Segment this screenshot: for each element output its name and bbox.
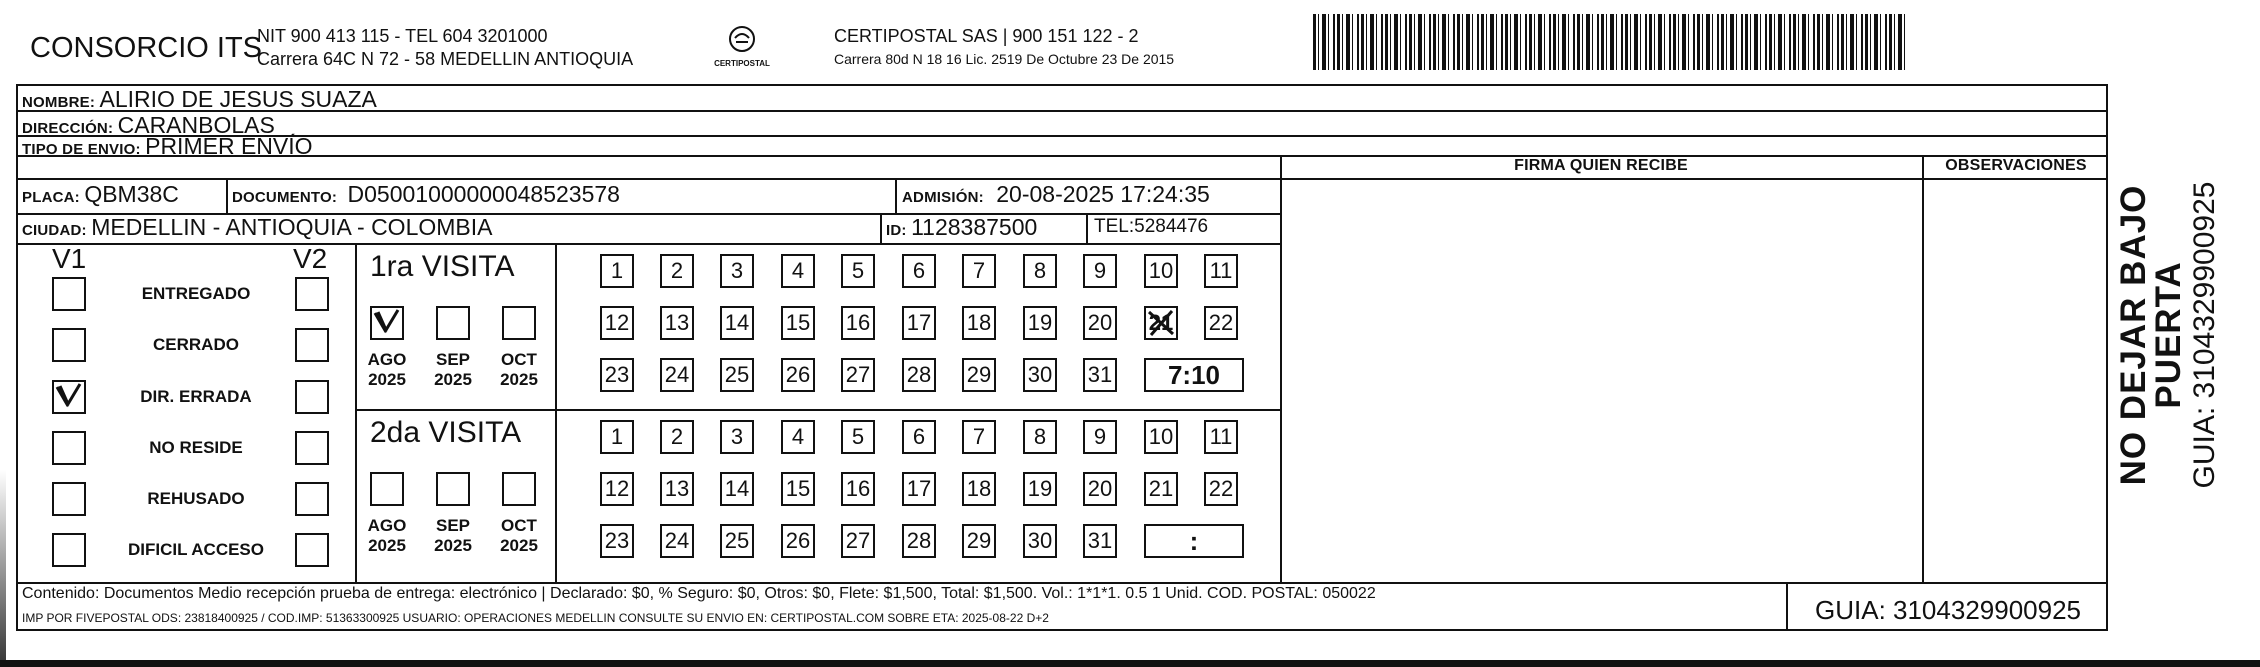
- month-checkbox-ago[interactable]: [370, 306, 404, 340]
- admision-row: [902, 181, 1210, 208]
- firma-header: FIRMA QUIEN RECIBE: [1514, 157, 1688, 174]
- day-box-14[interactable]: 14: [720, 306, 754, 340]
- day-box-16[interactable]: 16: [841, 306, 875, 340]
- v1-checkbox-5[interactable]: [52, 482, 86, 516]
- day-box-12[interactable]: 12: [600, 306, 634, 340]
- day-box-1[interactable]: 1: [600, 420, 634, 454]
- month-name: AGO: [367, 516, 407, 535]
- day-box-31[interactable]: 31: [1083, 524, 1117, 558]
- day-box-28[interactable]: 28: [902, 524, 936, 558]
- company-name: CONSORCIO ITS: [30, 32, 263, 64]
- day-box-11[interactable]: 11: [1204, 420, 1238, 454]
- status-label: ENTREGADO: [141, 284, 251, 303]
- month-checkbox-oct[interactable]: [502, 306, 536, 340]
- day-box-13[interactable]: 13: [660, 306, 694, 340]
- day-box-23[interactable]: 23: [600, 524, 634, 558]
- day-box-22[interactable]: 22: [1204, 472, 1238, 506]
- certipostal-logo-icon: [727, 24, 757, 54]
- day-box-16[interactable]: 16: [841, 472, 875, 506]
- documento-label: DOCUMENTO:: [232, 189, 338, 206]
- observaciones-header: OBSERVACIONES: [1945, 157, 2087, 174]
- documento-value: D05001000000048523578: [347, 181, 620, 207]
- month-label: [361, 350, 413, 390]
- side-text: [2114, 110, 2221, 560]
- day-box-24[interactable]: 24: [660, 358, 694, 392]
- logo-text: CERTIPOSTAL: [714, 59, 770, 68]
- day-box-12[interactable]: 12: [600, 472, 634, 506]
- day-box-21[interactable]: 21: [1144, 306, 1178, 340]
- visit-title: 1ra VISITA: [370, 250, 515, 283]
- day-box-29[interactable]: 29: [962, 358, 996, 392]
- month-name: SEP: [435, 350, 471, 369]
- time-box[interactable]: :: [1144, 524, 1244, 558]
- carrier-name: CERTIPOSTAL SAS | 900 151 122 - 2: [834, 26, 1139, 46]
- day-box-11[interactable]: 11: [1204, 254, 1238, 288]
- footer-guia: GUIA: 3104329900925: [1815, 595, 2081, 625]
- day-box-8[interactable]: 8: [1023, 420, 1057, 454]
- bottom-edge: [0, 660, 2260, 667]
- day-box-28[interactable]: 28: [902, 358, 936, 392]
- visit-title: 2da VISITA: [370, 416, 522, 449]
- month-checkbox-sep[interactable]: [436, 306, 470, 340]
- month-name: OCT: [501, 516, 537, 535]
- direccion-label: DIRECCIÓN:: [22, 120, 114, 137]
- nombre-value: ALIRIO DE JESUS SUAZA: [99, 86, 377, 112]
- side-guia: GUIA: 3104329900925: [2188, 181, 2221, 489]
- status-label: CERRADO: [153, 335, 239, 354]
- day-box-6[interactable]: 6: [902, 254, 936, 288]
- side-warning: NO DEJAR BAJO PUERTA: [2114, 184, 2188, 486]
- company-address: Carrera 64C N 72 - 58 MEDELLIN ANTIOQUIA: [257, 49, 634, 69]
- day-box-31[interactable]: 31: [1083, 358, 1117, 392]
- day-box-27[interactable]: 27: [841, 524, 875, 558]
- day-box-7[interactable]: 7: [962, 254, 996, 288]
- day-box-19[interactable]: 19: [1023, 472, 1057, 506]
- day-box-10[interactable]: 10: [1144, 420, 1178, 454]
- day-cross-mark: [1146, 308, 1176, 343]
- checkmark-icon: [372, 308, 402, 338]
- month-name: SEP: [435, 516, 471, 535]
- day-box-27[interactable]: 27: [841, 358, 875, 392]
- tipo-row: [22, 133, 313, 160]
- day-box-15[interactable]: 15: [781, 306, 815, 340]
- v1-checkbox-1[interactable]: [52, 277, 86, 311]
- month-checkbox-ago[interactable]: [370, 472, 404, 506]
- day-box-1[interactable]: 1: [600, 254, 634, 288]
- v2-checkbox-6[interactable]: [295, 533, 329, 567]
- tel-row: [1094, 216, 1208, 238]
- firma-area[interactable]: [1283, 181, 1921, 581]
- admision-label: ADMISIÓN:: [902, 189, 984, 206]
- day-box-24[interactable]: 24: [660, 524, 694, 558]
- v2-checkbox-4[interactable]: [295, 431, 329, 465]
- month-name: OCT: [501, 350, 537, 369]
- month-year: 2025: [368, 536, 406, 555]
- v2-checkbox-2[interactable]: [295, 328, 329, 362]
- day-box-25[interactable]: 25: [720, 524, 754, 558]
- day-box-17[interactable]: 17: [902, 472, 936, 506]
- placa-row: [22, 181, 179, 208]
- v2-checkbox-5[interactable]: [295, 482, 329, 516]
- footer-contenido: Contenido: Documentos Medio recepción prueba de entrega: electrónico | Declarado: $0, % Seguro: $0, Otros: $0, Flete: $1,500, Total: $1,500. Vol.: 1*1*1. 0.5 1 Unid. COD. POSTAL: 050022: [22, 585, 1376, 602]
- day-box-25[interactable]: 25: [720, 358, 754, 392]
- v1-header: V1: [52, 243, 87, 274]
- day-box-3[interactable]: 3: [720, 254, 754, 288]
- day-box-26[interactable]: 26: [781, 358, 815, 392]
- carrier-address: Carrera 80d N 18 16 Lic. 2519 De Octubre 23 De 2015: [834, 51, 1175, 67]
- day-box-9[interactable]: 9: [1083, 420, 1117, 454]
- day-box-18[interactable]: 18: [962, 306, 996, 340]
- day-box-5[interactable]: 5: [841, 420, 875, 454]
- month-label: [427, 350, 479, 390]
- cross-icon: [1146, 308, 1176, 338]
- checkmark-icon: [54, 382, 84, 412]
- v1-checkbox-6[interactable]: [52, 533, 86, 567]
- placa-label: PLACA:: [22, 189, 80, 206]
- nombre-row: [22, 86, 377, 113]
- v1-checkbox-3[interactable]: [52, 380, 86, 414]
- v2-header: V2: [293, 243, 328, 274]
- scan-edge: [0, 470, 6, 667]
- footer-imp: IMP POR FIVEPOSTAL ODS: 23818400925 / COD.IMP: 51363300925 USUARIO: OPERACIONES MEDELLIN CONSULTE SU ENVIO EN: CERTIPOSTAL.COM SOBRE ETA: 2025-08-22 D+2: [22, 611, 1049, 625]
- day-box-14[interactable]: 14: [720, 472, 754, 506]
- day-box-9[interactable]: 9: [1083, 254, 1117, 288]
- month-year: 2025: [434, 370, 472, 389]
- time-box[interactable]: 7:10: [1144, 358, 1244, 392]
- day-box-2[interactable]: 2: [660, 420, 694, 454]
- day-box-4[interactable]: 4: [781, 254, 815, 288]
- observaciones-area[interactable]: [1925, 181, 2107, 581]
- company-nit: NIT 900 413 115 - TEL 604 3201000: [257, 26, 548, 46]
- day-box-6[interactable]: 6: [902, 420, 936, 454]
- nombre-label: NOMBRE:: [22, 94, 96, 111]
- month-year: 2025: [434, 536, 472, 555]
- day-box-7[interactable]: 7: [962, 420, 996, 454]
- day-box-23[interactable]: 23: [600, 358, 634, 392]
- day-box-19[interactable]: 19: [1023, 306, 1057, 340]
- month-checkbox-sep[interactable]: [436, 472, 470, 506]
- day-box-17[interactable]: 17: [902, 306, 936, 340]
- id-value: 1128387500: [911, 214, 1038, 240]
- tel-value: 5284476: [1134, 216, 1209, 237]
- day-box-29[interactable]: 29: [962, 524, 996, 558]
- day-box-26[interactable]: 26: [781, 524, 815, 558]
- month-label: [493, 350, 545, 390]
- status-label: DIR. ERRADA: [140, 387, 252, 406]
- day-box-15[interactable]: 15: [781, 472, 815, 506]
- day-box-18[interactable]: 18: [962, 472, 996, 506]
- day-box-22[interactable]: 22: [1204, 306, 1238, 340]
- tipo-label: TIPO DE ENVIO:: [22, 141, 141, 158]
- status-label: REHUSADO: [147, 489, 245, 508]
- ciudad-label: CIUDAD:: [22, 222, 87, 239]
- ciudad-value: MEDELLIN - ANTIOQUIA - COLOMBIA: [91, 214, 493, 240]
- month-label: [493, 516, 545, 556]
- month-year: 2025: [500, 536, 538, 555]
- day-box-30[interactable]: 30: [1023, 524, 1057, 558]
- day-box-5[interactable]: 5: [841, 254, 875, 288]
- day-box-20[interactable]: 20: [1083, 472, 1117, 506]
- id-label: ID:: [886, 222, 907, 239]
- day-box-8[interactable]: 8: [1023, 254, 1057, 288]
- v2-checkbox-3[interactable]: [295, 380, 329, 414]
- day-box-20[interactable]: 20: [1083, 306, 1117, 340]
- month-checkbox-oct[interactable]: [502, 472, 536, 506]
- tel-label: TEL:: [1094, 216, 1135, 237]
- day-box-10[interactable]: 10: [1144, 254, 1178, 288]
- month-label: [361, 516, 413, 556]
- v2-checkbox-1[interactable]: [295, 277, 329, 311]
- status-label: NO RESIDE: [149, 438, 243, 457]
- month-year: 2025: [500, 370, 538, 389]
- month-name: AGO: [367, 350, 407, 369]
- day-box-30[interactable]: 30: [1023, 358, 1057, 392]
- month-label: [427, 516, 479, 556]
- day-box-3[interactable]: 3: [720, 420, 754, 454]
- direccion-value: CARANBOLAS: [117, 112, 275, 138]
- status-label: DIFICIL ACCESO: [127, 540, 264, 559]
- day-box-4[interactable]: 4: [781, 420, 815, 454]
- certipostal-logo: [712, 24, 772, 68]
- tipo-value: PRIMER ENVÍO: [145, 133, 313, 159]
- id-row: [886, 214, 1037, 241]
- barcode: [1313, 14, 1908, 70]
- day-box-2[interactable]: 2: [660, 254, 694, 288]
- day-box-21[interactable]: 21: [1144, 472, 1178, 506]
- documento-row: [232, 181, 620, 208]
- ciudad-row: [22, 214, 493, 241]
- month-year: 2025: [368, 370, 406, 389]
- placa-value: QBM38C: [84, 181, 179, 207]
- v1-checkbox-4[interactable]: [52, 431, 86, 465]
- v1-checkbox-2[interactable]: [52, 328, 86, 362]
- day-box-13[interactable]: 13: [660, 472, 694, 506]
- admision-value: 20-08-2025 17:24:35: [996, 181, 1210, 207]
